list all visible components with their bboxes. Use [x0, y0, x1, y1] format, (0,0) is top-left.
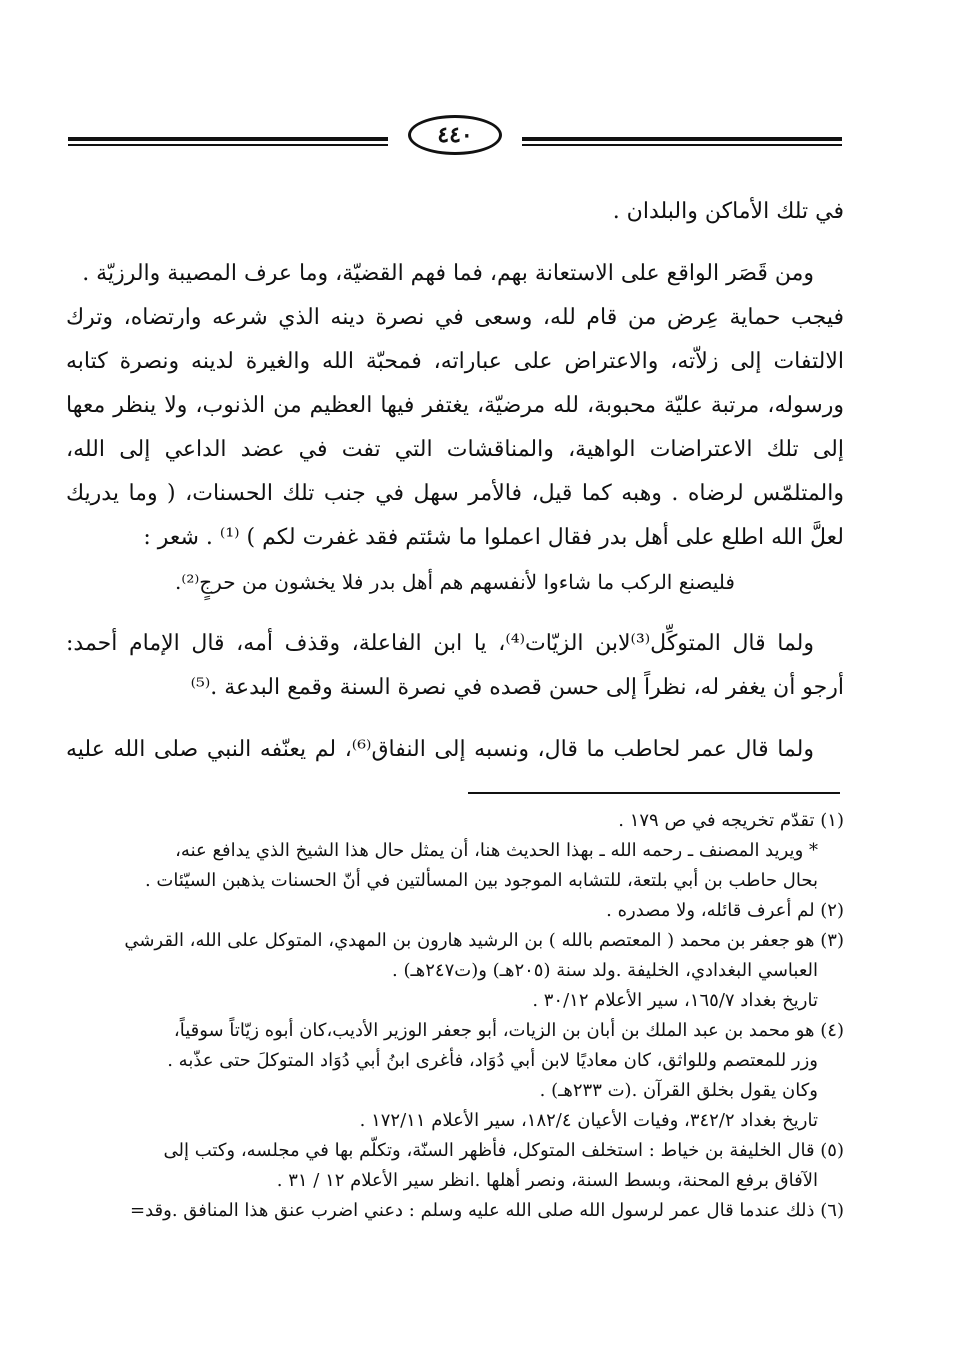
footnote-line: (٤) هو محمد بن عبد الملك بن أبان بن الزيات، أبو جعفر الوزير الأديب،كان أبوه زيّاتاً سوقياً،	[173, 1020, 844, 1041]
text-line: لعلَّ الله اطلع على أهل بدر فقال اعملوا ما شئتم فقد غفرت لكم ) ⁽¹⁾ . شعر :	[143, 525, 844, 550]
footnote-line: تاريخ بغداد ١٦٥/٧، سير الأعلام ٣٠/١٢ .	[532, 990, 818, 1011]
text-line: إلى تلك الاعتراضات الواهية، والمناقشات التي تفت في عضد الداعي إلى الله،	[66, 437, 844, 462]
text-line: ولما قال المتوكِّل⁽³⁾لابن الزيّات⁽⁴⁾، يا ابن الفاعلة، وقذف أمه، قال الإمام أحمد:	[66, 631, 815, 656]
text-line: الالتفات إلى زلاّته، والاعتراض على عباراته، فمحبّة الله والغيرة لدينه ونصرة كتابه	[66, 349, 844, 374]
footnote-line: * ويريد المصنف ـ رحمه الله ـ بهذا الحديث هنا، أن يمثل حال هذا الشيخ الذي يدافع عنه،	[175, 840, 818, 861]
footnote-line: وزر للمعتصم وللواثق، كان معاديًا لابن أبي دُوَاد، فأغرى ابنُ أبي دُوَاد المتوكلَ حتى عذّبه .	[167, 1050, 818, 1071]
poem-verse: فليصنع الركب ما شاءوا لأنفسهم هم أهل بدر فلا يخشون من حرجٍ⁽²⁾.	[175, 570, 735, 594]
footnote-line: الآفاق برفع المحنة، وبسط السنة، ونصر أهلها .انظر سير الأعلام ١٢ / ٣١ .	[276, 1170, 818, 1191]
text-line: ومن قَصَر الواقع على الاستعانة بهم، فما فهم القضيّة، وما عرف المصيبة والرزيّة .	[82, 261, 814, 286]
footnote-line: (٦) ذلك عندما قال عمر لرسول الله صلى الله عليه وسلم : دعني اضرب عنق هذا المنافق .وقد=	[130, 1200, 844, 1221]
footnote-line: (٣) هو جعفر بن محمد ( المعتصم بالله ) بن الرشيد هارون بن المهدي، المتوكل على الله، القرشي	[124, 930, 844, 951]
footnote-line: (٢) لم أعرف قائله، ولا مصدره .	[606, 900, 844, 921]
footnote-line: وكان يقول بخلق القرآن .(ت ٢٣٣هـ) .	[539, 1080, 818, 1101]
header-rule-left	[68, 137, 388, 146]
footnote-separator	[468, 792, 840, 794]
text-line: ورسوله، مرتبة عليّة محبوبة، لله مرضيّة، يغتفر فيها العظيم من الذنوب، ولا ينظر معها	[66, 393, 844, 418]
main-text	[66, 190, 844, 772]
footnote-line: (٥) قال الخليفة بن خياط : استخلف المتوكل، فأظهر السنّة، وتكلّم بها في مجلسه، وكتب إلى	[163, 1140, 844, 1161]
footnote-line: تاريخ بغداد ٣٤٢/٢، وفيات الأعيان ١٨٢/٤، سير الأعلام ١٧٢/١١ .	[359, 1110, 818, 1131]
text-line: أرجو أن يغفر له، نظراً إلى حسن قصده في نصرة السنة وقمع البدعة .⁽⁵⁾	[190, 675, 844, 700]
page-header	[68, 115, 842, 159]
text-line: والمتلمّس لرضاه . وهبه كما قيل، فالأمر سهل في جنب تلك الحسنات، ( وما يدريك	[66, 481, 844, 506]
text-line: فيجب حماية عِرض من قام لله، وسعى في نصرة دينه الذي شرعه وارتضاه، وترك	[66, 305, 844, 330]
text-line: في تلك الأماكن والبلدان .	[612, 199, 844, 224]
text-line: ولما قال عمر لحاطب ما قال، ونسبه إلى النفاق⁽⁶⁾، لم يعنّفه النبي صلى الله عليه	[66, 737, 814, 762]
footnote-line: العباسي البغدادي، الخليفة .ولد سنة (٢٠٥هـ) و(ت٢٤٧هـ) .	[392, 960, 818, 981]
page-number: ٤٤٠	[408, 115, 502, 155]
footnote-line: بحال حاطب بن أبي بلتعة، للتشابه الموجود بين المسألتين في أنّ الحسنات يذهبن السيّئات .	[144, 870, 818, 891]
footnotes	[68, 806, 844, 1226]
header-rule-right	[522, 137, 842, 146]
footnote-line: (١) تقدّم تخريجه في ص ١٧٩ .	[618, 810, 844, 831]
